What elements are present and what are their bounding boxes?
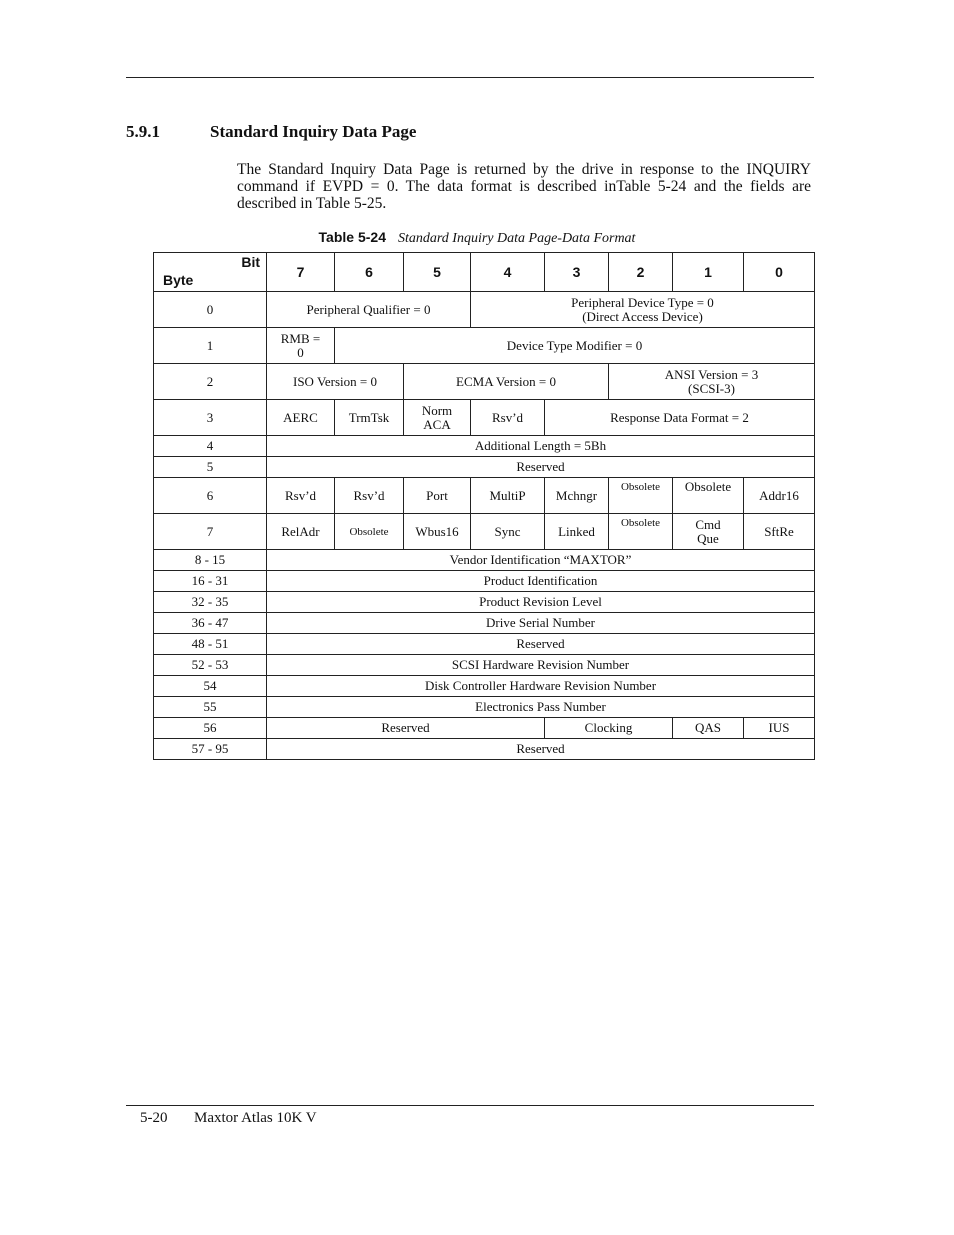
field-cell: Electronics Pass Number (267, 697, 815, 718)
table-row (154, 655, 815, 676)
field-cell: Disk Controller Hardware Revision Number (267, 676, 815, 697)
header-bit-1: 1 (673, 253, 744, 292)
field-line: Que (697, 530, 719, 546)
field-cell: QAS (673, 718, 744, 739)
table-row (154, 400, 815, 436)
byte-cell: 5 (154, 457, 267, 478)
byte-cell: 3 (154, 400, 267, 436)
field-cell: Reserved (267, 457, 815, 478)
table-row (154, 613, 815, 634)
field-line: ANSI Version = 3 (664, 366, 759, 382)
byte-cell: 56 (154, 718, 267, 739)
field-cell: Obsolete (673, 478, 744, 514)
field-cell: Vendor Identification “MAXTOR” (267, 550, 815, 571)
byte-cell: 55 (154, 697, 267, 718)
header-bit-2: 2 (609, 253, 673, 292)
field-cell: Sync (471, 514, 545, 550)
field-cell: Port (404, 478, 471, 514)
table-row (154, 718, 815, 739)
byte-cell: 4 (154, 436, 267, 457)
field-cell: Wbus16 (404, 514, 471, 550)
field-line: ACA (423, 416, 451, 432)
field-line: (Direct Access Device) (582, 308, 703, 324)
field-cell: RelAdr (267, 514, 335, 550)
header-bit-3: 3 (545, 253, 609, 292)
header-rule (126, 77, 814, 78)
section-title: Standard Inquiry Data Page (210, 122, 417, 141)
table-row (154, 634, 815, 655)
byte-cell: 48 - 51 (154, 634, 267, 655)
field-cell: Product Identification (267, 571, 815, 592)
table-row (154, 676, 815, 697)
inquiry-data-table (153, 252, 815, 760)
field-cell: TrmTsk (335, 400, 404, 436)
header-corner-cell (154, 253, 267, 292)
header-bit-0: 0 (744, 253, 815, 292)
byte-cell: 6 (154, 478, 267, 514)
field-cell: Device Type Modifier = 0 (335, 328, 815, 364)
footer-page-number: 5-20 (140, 1110, 168, 1126)
byte-cell: 54 (154, 676, 267, 697)
field-cell: Clocking (545, 718, 673, 739)
field-cell (673, 514, 744, 550)
field-cell: Response Data Format = 2 (545, 400, 815, 436)
table-caption (0, 229, 954, 247)
byte-cell: 57 - 95 (154, 739, 267, 760)
field-cell (404, 400, 471, 436)
field-cell: Reserved (267, 739, 815, 760)
field-cell: ISO Version = 0 (267, 364, 404, 400)
table-row (154, 478, 815, 514)
field-cell: Obsolete (609, 514, 673, 550)
field-cell: Reserved (267, 634, 815, 655)
header-bit-7: 7 (267, 253, 335, 292)
table-row (154, 697, 815, 718)
field-cell: Rsv’d (335, 478, 404, 514)
field-cell (471, 292, 815, 328)
field-line: 0 (297, 344, 304, 360)
field-cell (267, 328, 335, 364)
field-cell: Rsv’d (471, 400, 545, 436)
byte-cell: 8 - 15 (154, 550, 267, 571)
field-cell: Peripheral Qualifier = 0 (267, 292, 471, 328)
header-bit-6: 6 (335, 253, 404, 292)
field-cell: Linked (545, 514, 609, 550)
table-row (154, 550, 815, 571)
field-cell: AERC (267, 400, 335, 436)
field-line: (SCSI-3) (688, 380, 735, 396)
table-row (154, 457, 815, 478)
field-cell: Addr16 (744, 478, 815, 514)
table-row (154, 514, 815, 550)
field-cell: ECMA Version = 0 (404, 364, 609, 400)
field-cell: Obsolete (609, 478, 673, 514)
field-cell: Mchngr (545, 478, 609, 514)
field-line: Cmd (695, 516, 721, 532)
field-cell: Additional Length = 5Bh (267, 436, 815, 457)
field-cell: Obsolete (335, 514, 404, 550)
table-caption-label: Table 5-24 (318, 229, 386, 245)
byte-cell: 52 - 53 (154, 655, 267, 676)
section-number: 5.9.1 (126, 122, 160, 141)
field-line: Peripheral Device Type = 0 (571, 294, 714, 310)
table-row (154, 571, 815, 592)
field-cell: Product Revision Level (267, 592, 815, 613)
byte-cell: 1 (154, 328, 267, 364)
header-bit-4: 4 (471, 253, 545, 292)
section-paragraph: The Standard Inquiry Data Page is returned by the drive in response to the INQUIRY command if EVPD = 0. The data format is described inTable 5-24 and the fields are described in Table 5-25. (237, 161, 811, 212)
footer-rule (126, 1105, 814, 1106)
byte-cell: 16 - 31 (154, 571, 267, 592)
header-byte-label: Byte (163, 272, 194, 288)
field-line: RMB = (280, 330, 321, 346)
table-row (154, 739, 815, 760)
table-caption-text: Standard Inquiry Data Page-Data Format (397, 231, 636, 246)
field-cell: IUS (744, 718, 815, 739)
field-cell: SCSI Hardware Revision Number (267, 655, 815, 676)
table-header-row (154, 253, 815, 292)
field-line: Norm (421, 402, 453, 418)
header-bit-5: 5 (404, 253, 471, 292)
byte-cell: 2 (154, 364, 267, 400)
field-cell: Drive Serial Number (267, 613, 815, 634)
table-row (154, 328, 815, 364)
table-row (154, 292, 815, 328)
table-row (154, 364, 815, 400)
field-cell: SftRe (744, 514, 815, 550)
field-cell: Reserved (267, 718, 545, 739)
byte-cell: 36 - 47 (154, 613, 267, 634)
field-cell: MultiP (471, 478, 545, 514)
byte-cell: 32 - 35 (154, 592, 267, 613)
field-cell (609, 364, 815, 400)
byte-cell: 7 (154, 514, 267, 550)
header-bit-label: Bit (241, 254, 260, 270)
field-cell: Rsv’d (267, 478, 335, 514)
byte-cell: 0 (154, 292, 267, 328)
table-row (154, 592, 815, 613)
footer-document-title: Maxtor Atlas 10K V (194, 1110, 317, 1126)
table-row (154, 436, 815, 457)
